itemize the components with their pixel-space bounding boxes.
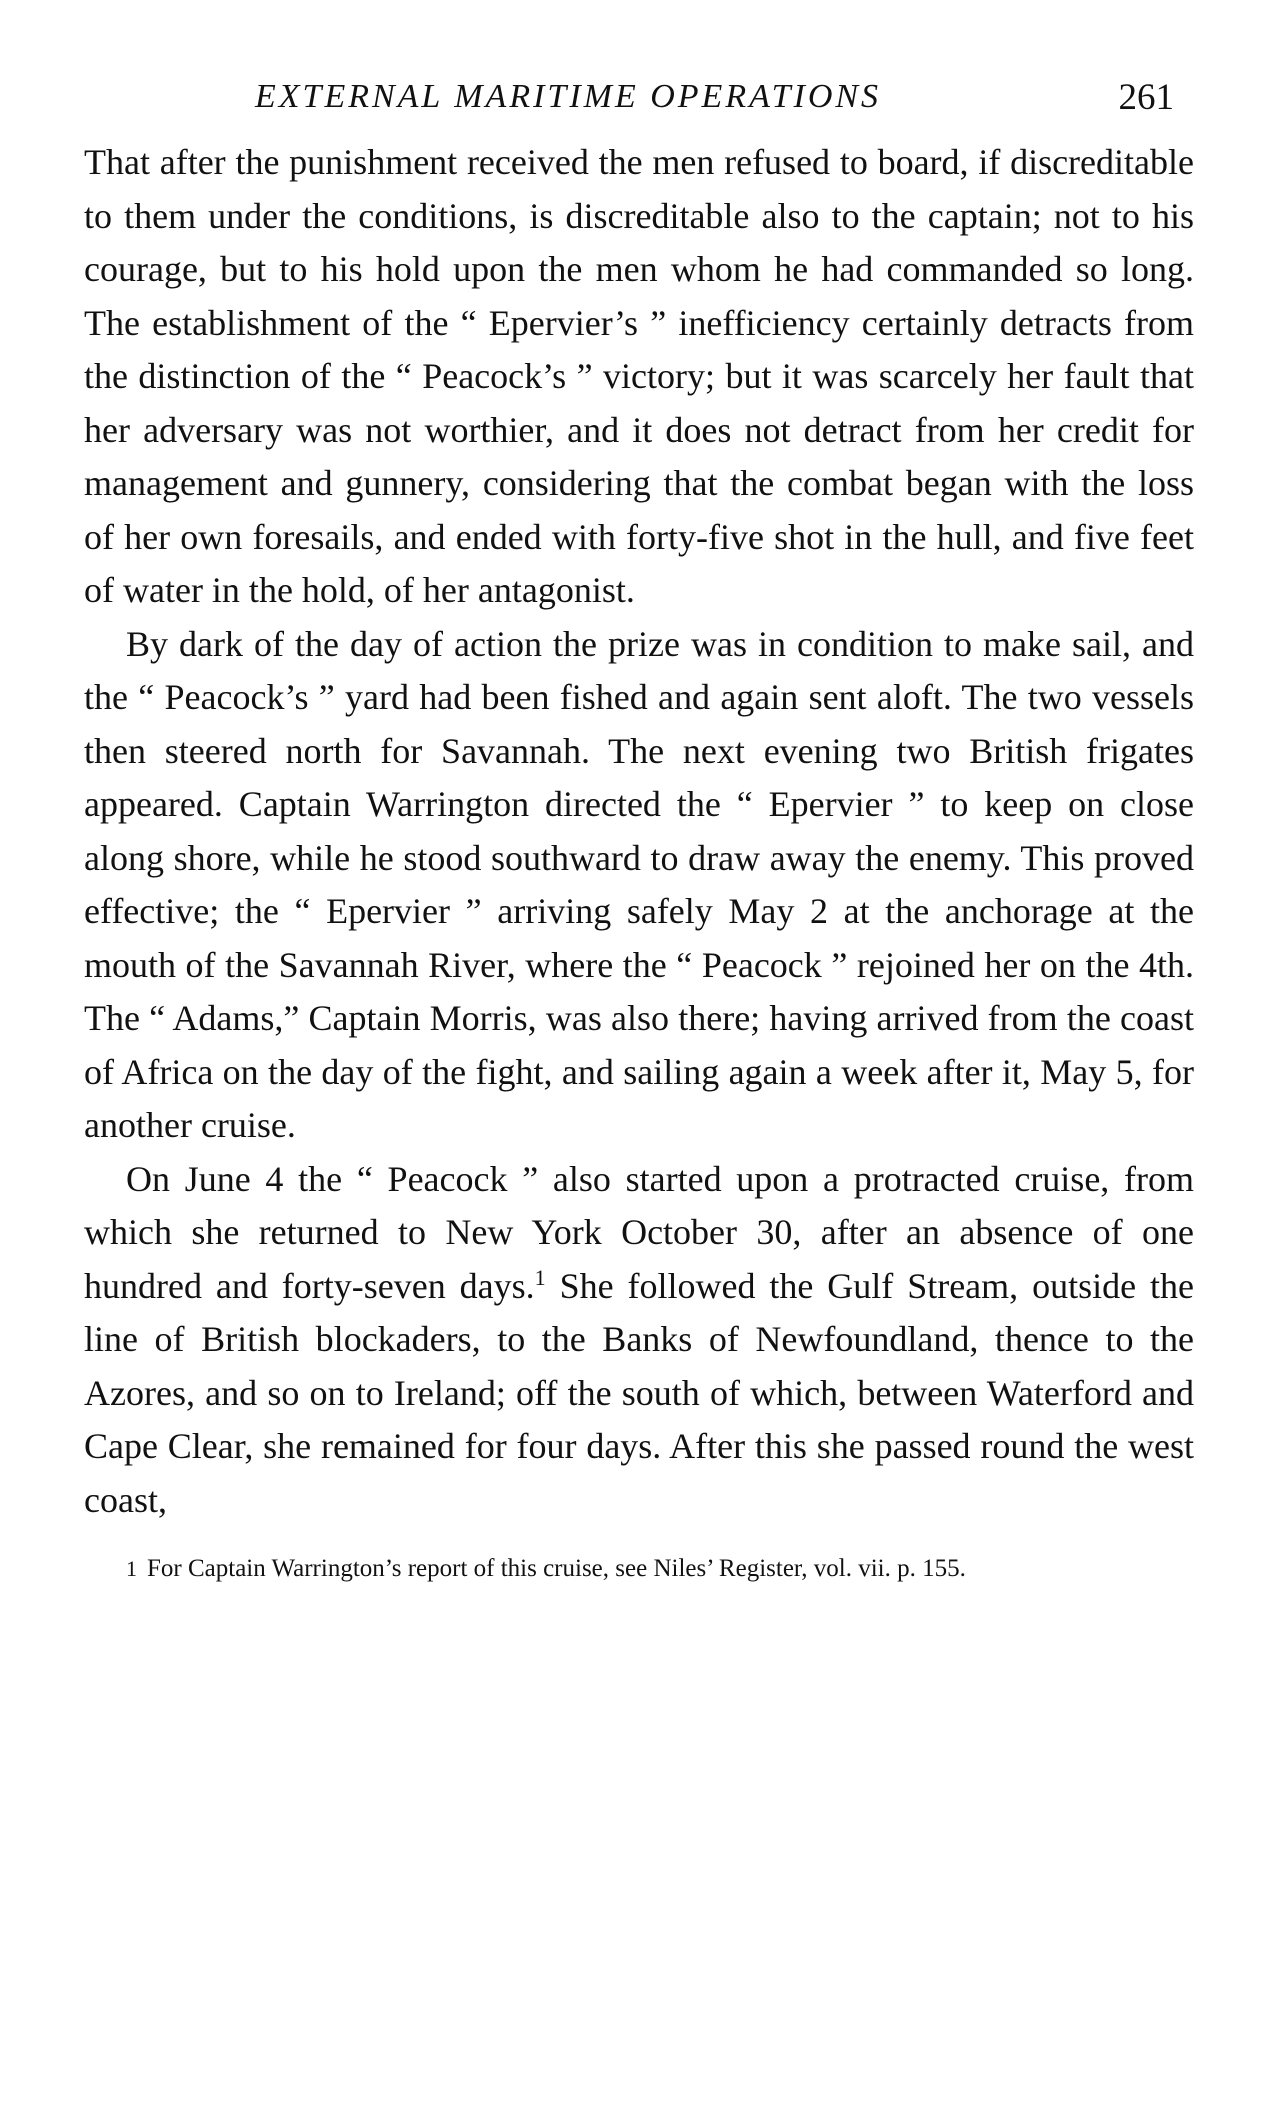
paragraph-3-text-before: On June 4 the “ Peacock ” also started upon a protracted cruise, from which she returned to New York October 30, after an absence of one hundred and forty-seven days. bbox=[84, 1158, 1194, 1306]
book-page bbox=[84, 70, 1194, 1587]
paragraph-1: That after the punishment received the men refused to board, if discreditable to them under the conditions, is discreditable also to the captain; not to his courage, but to his hold upon the men whom he had commanded so long. The establishment of the “ Epervier’s ” inefficiency certainly detracts from the distinction of the “ Peacock’s ” victory; but it was scarcely her fault that her adversary was not worthier, and it does not detract from her credit for management and gunnery, considering that the combat began with the loss of her own foresails, and ended with forty-five shot in the hull, and five feet of water in the hold, of her antagonist. bbox=[84, 142, 1194, 610]
body-text bbox=[84, 136, 1194, 1527]
page-number: 261 bbox=[1118, 77, 1174, 118]
paragraph-3-text-after: She followed the Gulf Stream, outside the line of British blockaders, to the Banks of Newfoundland, thence to the Azores, and so on to Ireland; off the south of which, between Waterford and Cape Clear, she remained for four days. After this she passed round the west coast, bbox=[84, 1265, 1194, 1520]
paragraph-3 bbox=[84, 1153, 1194, 1528]
footnote-text: For Captain Warrington’s report of this cruise, see Niles’ Register, vol. vii. p. 155. bbox=[147, 1555, 966, 1582]
footnote-reference: 1 bbox=[534, 1264, 546, 1290]
running-title: EXTERNAL MARITIME OPERATIONS bbox=[255, 78, 882, 115]
footnote bbox=[84, 1551, 1194, 1587]
running-head bbox=[84, 70, 1194, 134]
footnote-mark: 1 bbox=[126, 1556, 137, 1581]
paragraph-2: By dark of the day of action the prize was in condition to make sail, and the “ Peacock’s ” yard had been fished and again sent aloft. The two vessels then steered north for Savannah. The next evening two British frigates appeared. Captain Warrington directed the “ Epervier ” to keep on close along shore, while he stood southward to draw away the enemy. This proved effective; the “ Epervier ” arriving safely May 2 at the anchorage at the mouth of the Savannah River, where the “ Peacock ” rejoined her on the 4th. The “ Adams,” Captain Morris, was also there; having arrived from the coast of Africa on the day of the fight, and sailing again a week after it, May 5, for another cruise. bbox=[84, 623, 1194, 1145]
